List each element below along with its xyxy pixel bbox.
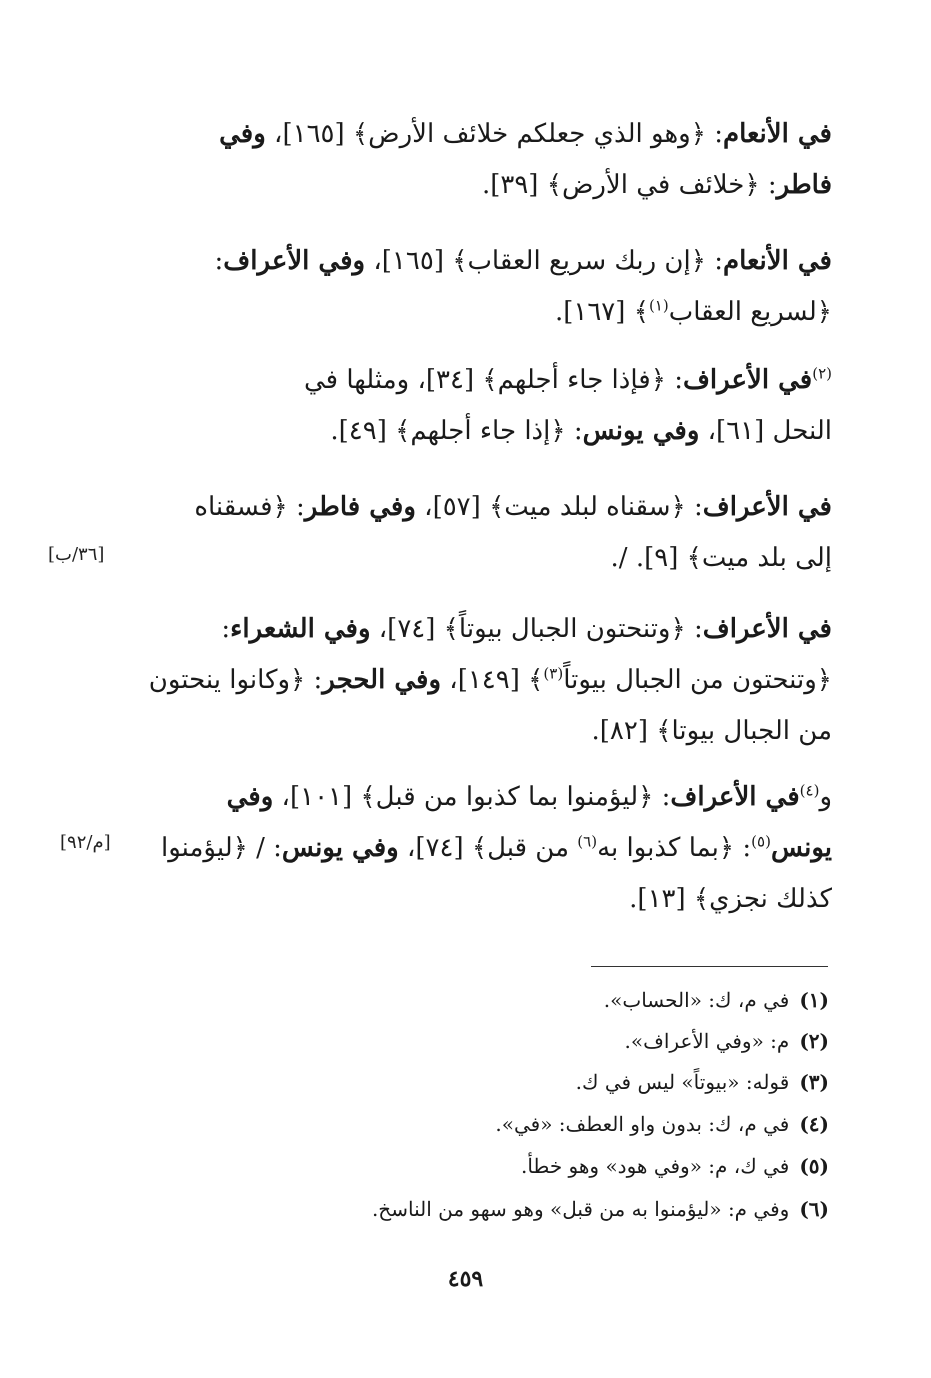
paragraph-5	[138, 604, 832, 757]
footnote-number: (٢)	[799, 1029, 829, 1053]
footnote-text: في م، ك: «الحساب».	[603, 988, 790, 1012]
verse-text: ﴾ [١٤٩]،	[441, 665, 544, 695]
footnote-divider	[591, 966, 828, 967]
punctuation: :	[221, 614, 231, 644]
footnote-text: في ك، م: «وفي هود» وهو خطأ.	[520, 1154, 790, 1178]
verse-text: ﴿وتنحتون من الجبال بيوتاً	[563, 665, 832, 695]
paragraph-4	[138, 482, 832, 584]
bold-heading: وفي	[219, 119, 266, 149]
footnote-number: (٤)	[799, 1112, 829, 1136]
verse-text: ﴾ [١٦٧].	[554, 297, 649, 327]
bold-heading: في الأعراف	[702, 614, 832, 644]
footnote-ref: (٣)	[543, 664, 564, 683]
verse-text: : ﴿وتنحتون الجبال بيوتاً﴾ [٧٤]،	[370, 614, 703, 644]
bold-heading: يونس	[770, 833, 832, 863]
verse-text: : ﴿فإذا جاء أجلهم﴾ [٣٤]، ومثلها في	[304, 365, 683, 395]
margin-note-folio: [٣٦/ب]	[48, 544, 105, 565]
conjunction: و	[819, 782, 832, 812]
footnote-ref: (٦)	[577, 832, 598, 851]
bold-heading: وفي الأعراف	[223, 246, 366, 276]
verse-text: : ﴿فسقناه	[194, 492, 305, 522]
footnote-text: في م، ك: بدون واو العطف: «في».	[495, 1112, 790, 1136]
punctuation: :	[214, 246, 224, 276]
bold-heading: وفي فاطر	[304, 492, 416, 522]
bold-heading: وفي الحجر	[322, 665, 442, 695]
bold-heading: وفي يونس	[582, 416, 700, 446]
verse-text: : ﴿سقناه لبلد ميت﴾ [٥٧]،	[415, 492, 703, 522]
margin-note-manuscript: [م/٩٢]	[60, 832, 111, 853]
verse-text: : ﴿إن ربك سريع العقاب﴾ [١٦٥]،	[365, 246, 723, 276]
verse-text: : / ﴿ليؤمنوا	[161, 833, 282, 863]
footnote-number: (٦)	[799, 1197, 829, 1221]
paragraph-3	[138, 355, 832, 457]
paragraph-2	[138, 236, 832, 338]
bold-heading: وفي يونس	[281, 833, 399, 863]
page-number: ٤٥٩	[447, 1266, 484, 1292]
footnote-number: (١)	[799, 988, 829, 1012]
footnote-text: قوله: «بيوتاً» ليس في ك.	[575, 1070, 790, 1094]
footnote-2	[625, 1022, 829, 1060]
bold-heading: في الأعراف	[682, 365, 813, 395]
footnote-ref: (٤)	[799, 781, 820, 800]
footnote-1	[604, 981, 829, 1019]
verse-text: : ﴿وكانوا ينحتون	[148, 665, 323, 695]
footnote-ref: (٥)	[751, 832, 771, 851]
footnote-3	[576, 1063, 829, 1101]
footnote-4	[495, 1105, 829, 1143]
verse-text: من الجبال بيوتا﴾ [٨٢].	[591, 716, 832, 746]
verse-text: : ﴿إذا جاء أجلهم﴾ [٤٩].	[330, 416, 583, 446]
bold-heading: في الأعراف	[670, 782, 800, 812]
bold-heading: في الأعراف	[702, 492, 832, 522]
verse-text: : ﴿وهو الذي جعلكم خلائف الأرض﴾ [١٦٥]،	[265, 119, 723, 149]
verse-text: ﴿لسريع العقاب	[668, 297, 832, 327]
bold-heading: وفي	[226, 782, 274, 812]
verse-text: : ﴿ليؤمنوا بما كذبوا من قبل﴾ [١٠١]،	[273, 782, 671, 812]
verse-text: : ﴿بما كذبوا به	[597, 833, 752, 863]
footnote-text: وفي م: «ليؤمنوا به من قبل» وهو سهو من الناسخ.	[371, 1197, 790, 1221]
footnote-ref: (١)	[648, 296, 669, 315]
footnote-ref: (٢)	[812, 364, 832, 383]
bold-heading: في الأنعام	[722, 119, 832, 149]
footnote-text: م: «وفي الأعراف».	[624, 1029, 790, 1053]
verse-text: إلى بلد ميت﴾ [٩]. /.	[610, 543, 832, 573]
bold-heading: في الأنعام	[722, 246, 832, 276]
footnote-6	[372, 1190, 829, 1228]
bold-heading: فاطر	[776, 170, 832, 200]
footnote-number: (٥)	[799, 1154, 829, 1178]
footnote-number: (٣)	[799, 1070, 829, 1094]
bold-heading: وفي الشعراء	[230, 614, 371, 644]
paragraph-1	[138, 109, 832, 211]
paragraph-6	[138, 772, 832, 925]
verse-text: النحل [٦١]،	[699, 416, 832, 446]
verse-text: : ﴿خلائف في الأرض﴾ [٣٩].	[481, 170, 777, 200]
footnote-5	[521, 1147, 829, 1185]
verse-text: كذلك نجزي﴾ [١٣].	[629, 884, 832, 914]
verse-text: من قبل﴾ [٧٤]،	[398, 833, 578, 863]
